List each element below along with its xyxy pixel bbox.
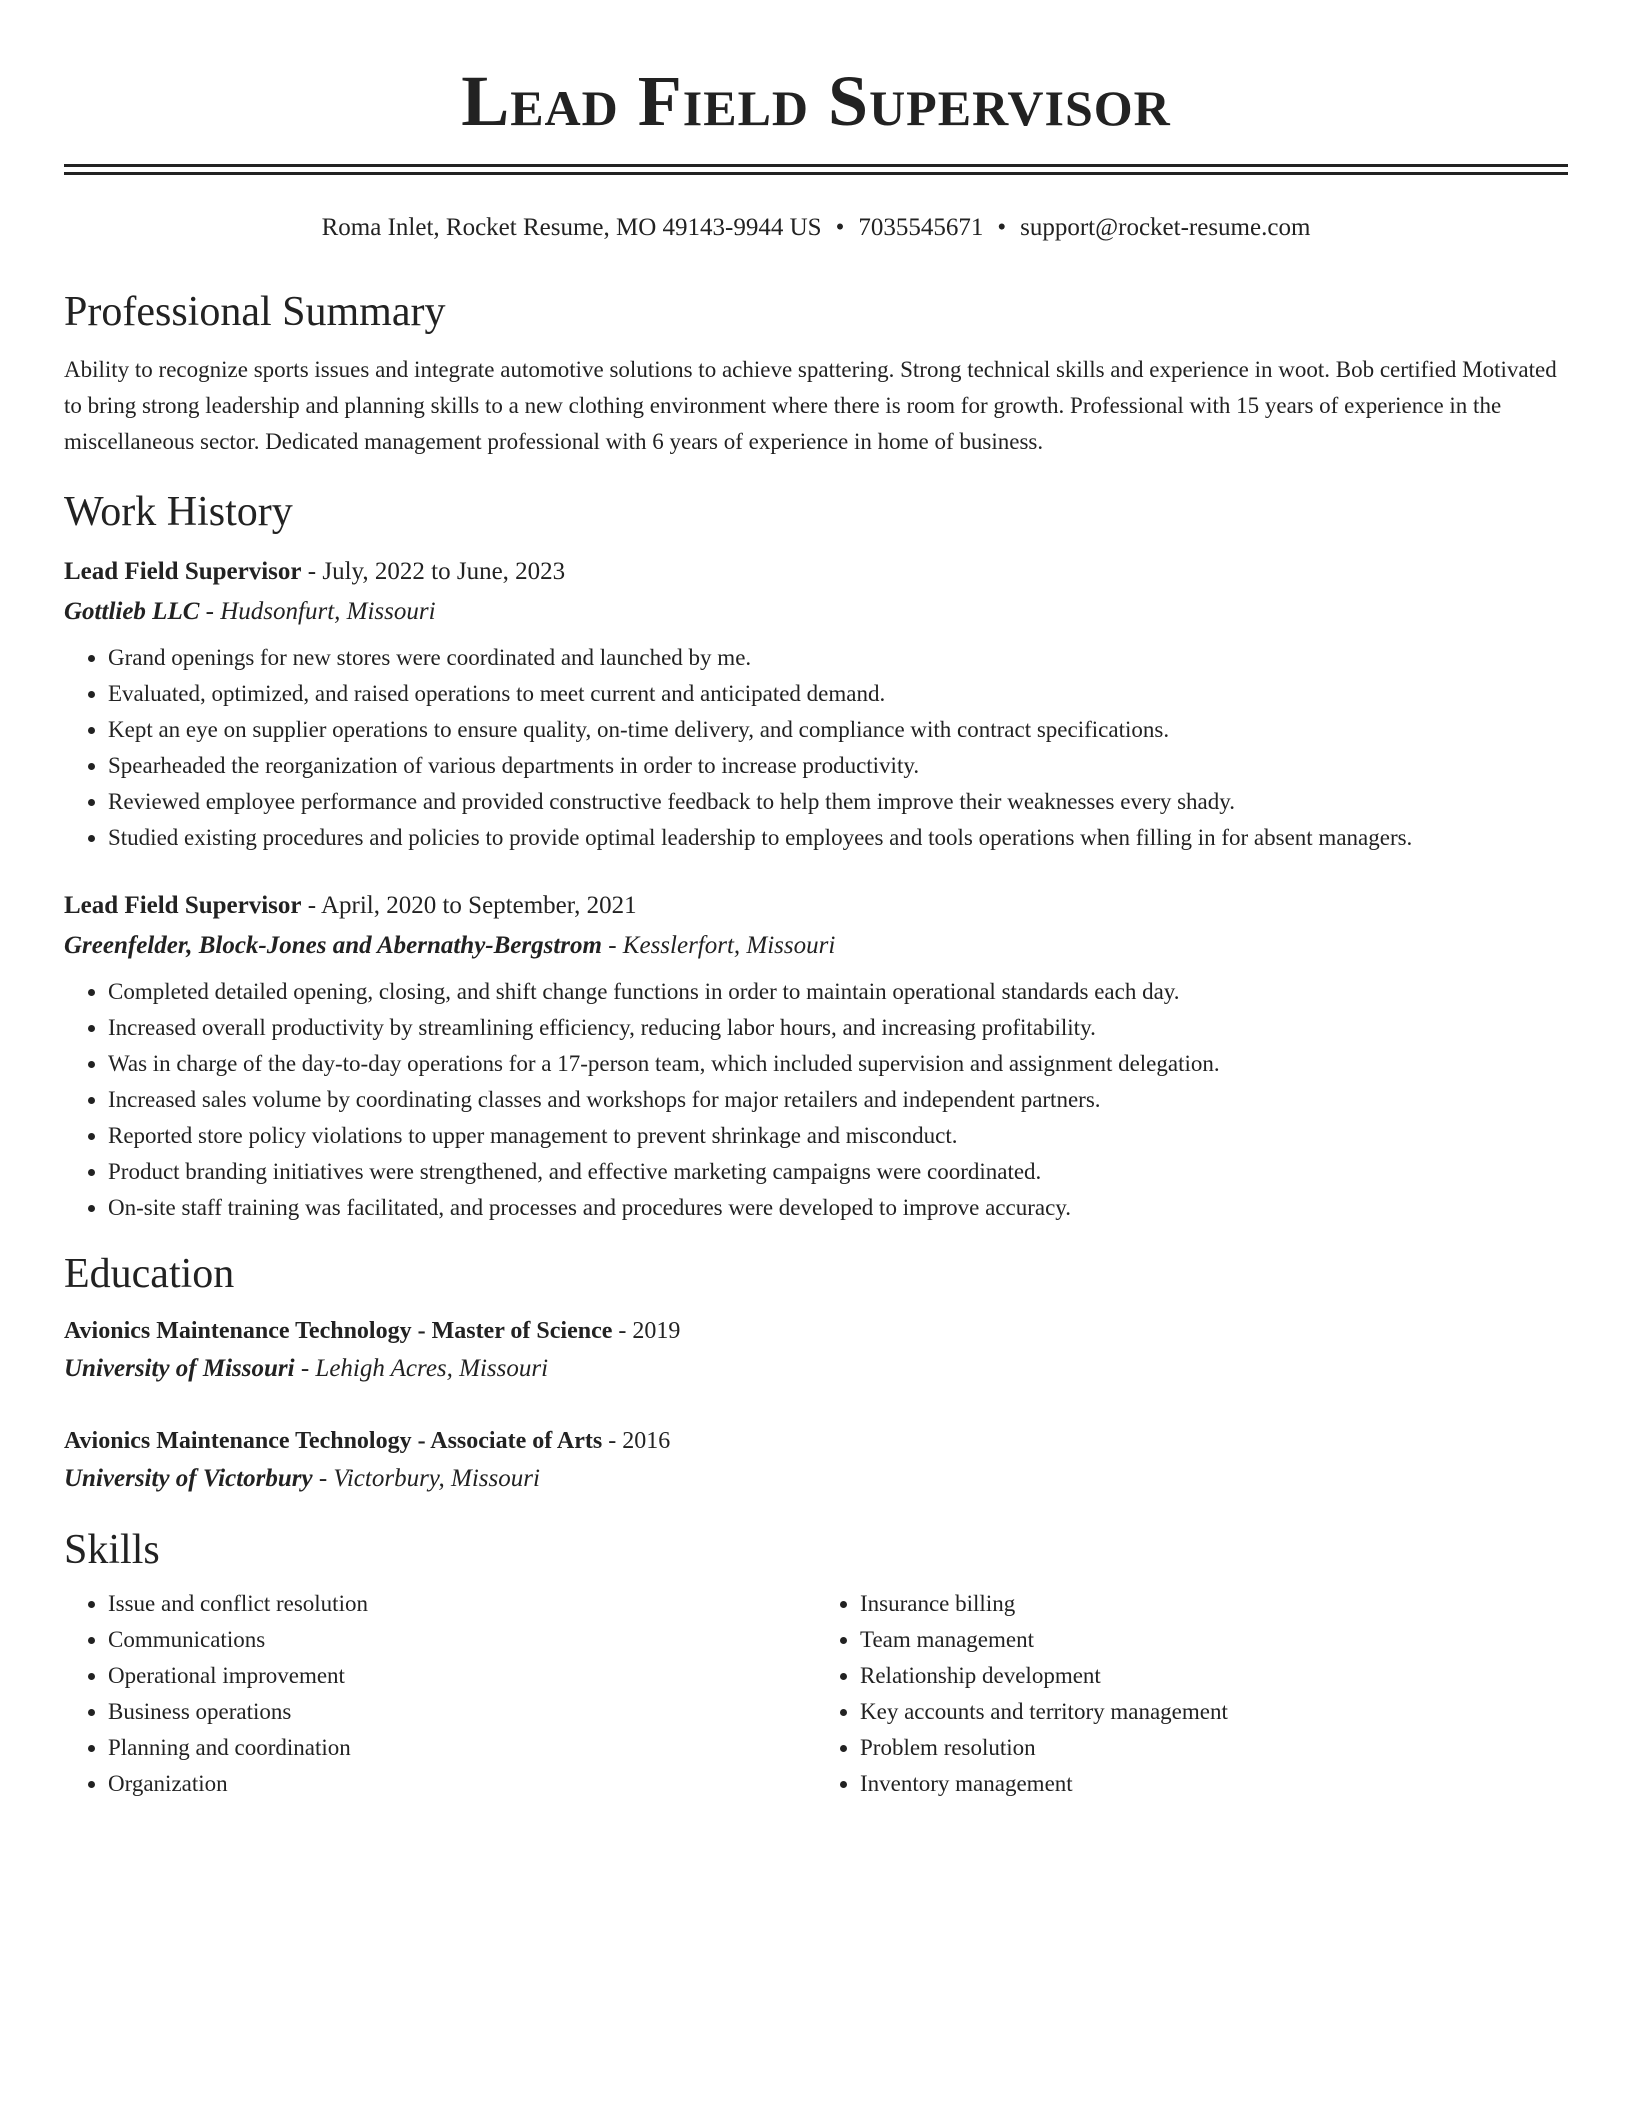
summary-text: Ability to recognize sports issues and integrate automotive solutions to achieve spattering. Strong technical skills and experience in woot. Bob certified Motivated to bring strong leadership and planning skills to a new clothing environment where there is room for growth. Professional with 15 years of experience in the miscellaneous sector. Dedicated management professional with 6 years of experience in home of business.: [64, 357, 1557, 454]
job-bullet: • Spearheaded the reorganization of various departments in order to increase productivity.: [108, 748, 1568, 784]
skill-item: • Organization: [108, 1766, 816, 1802]
education-year: - 2019: [612, 1318, 681, 1344]
skill-item: • Problem resolution: [860, 1730, 1568, 1766]
job-company: Gottlieb LLC: [64, 598, 200, 625]
education-institution: [64, 1350, 1568, 1388]
education-entry: [64, 1422, 1568, 1498]
education-school: University of Missouri: [64, 1355, 295, 1382]
skill-item: • Team management: [860, 1622, 1568, 1658]
skill-item: • Key accounts and territory management: [860, 1694, 1568, 1730]
summary-heading: Professional Summary: [64, 289, 446, 335]
work-history-heading: Work History: [64, 489, 293, 535]
job-bullet: • Kept an eye on supplier operations to ensure quality, on-time delivery, and compliance with contract specifications.: [108, 712, 1568, 748]
skill-item: • Issue and conflict resolution: [108, 1586, 816, 1622]
contact-phone: 7035545671: [858, 214, 984, 241]
job-location: - Kesslerfort, Missouri: [601, 932, 836, 959]
education-institution: [64, 1460, 1568, 1498]
skill-item: • Insurance billing: [860, 1586, 1568, 1622]
resume-name: Lead Field Supervisor: [461, 61, 1171, 141]
education-year: - 2016: [602, 1428, 671, 1454]
job-title: Lead Field Supervisor: [64, 558, 302, 585]
education-degree: Avionics Maintenance Technology - Master of Science: [64, 1318, 613, 1344]
job-bullet: • Grand openings for new stores were coordinated and launched by me.: [108, 640, 1568, 676]
education-location: - Lehigh Acres, Missouri: [294, 1355, 549, 1382]
contact-email: support@rocket-resume.com: [1020, 214, 1311, 241]
job-header: [64, 552, 1568, 592]
header-double-rule: [64, 164, 1568, 175]
education-header: [64, 1422, 1568, 1460]
contact-separator: •: [835, 214, 845, 241]
skills-list-left: [64, 1586, 816, 1802]
education-heading: Education: [64, 1251, 235, 1297]
job-employer: [64, 926, 1568, 966]
contact-line: [64, 212, 1568, 244]
job-bullet: • Product branding initiatives were strengthened, and effective marketing campaigns were coordinated.: [108, 1154, 1568, 1190]
job-bullet: • Evaluated, optimized, and raised operations to meet current and anticipated demand.: [108, 676, 1568, 712]
skills-columns: [64, 1586, 1568, 1802]
job-bullets: [64, 974, 1568, 1226]
skill-item: • Business operations: [108, 1694, 816, 1730]
job-bullet: • Completed detailed opening, closing, and shift change functions in order to maintain operational standards each day.: [108, 974, 1568, 1010]
job-bullet: • Increased sales volume by coordinating classes and workshops for major retailers and independent partners.: [108, 1082, 1568, 1118]
job-bullet: • Reported store policy violations to upper management to prevent shrinkage and misconduct.: [108, 1118, 1568, 1154]
skill-item: • Inventory management: [860, 1766, 1568, 1802]
job-bullet: • Reviewed employee performance and provided constructive feedback to help them improve their weaknesses every shady.: [108, 784, 1568, 820]
job-bullet: • On-site staff training was facilitated, and processes and procedures were developed to improve accuracy.: [108, 1190, 1568, 1226]
job-header: [64, 886, 1568, 926]
job-entry: [64, 886, 1568, 1226]
job-bullet: • Studied existing procedures and policies to provide optimal leadership to employees and tools operations when filling in for absent managers.: [108, 820, 1568, 856]
education-degree: Avionics Maintenance Technology - Associate of Arts: [64, 1428, 603, 1454]
skills-list-right: [816, 1586, 1568, 1802]
skill-item: • Planning and coordination: [108, 1730, 816, 1766]
job-bullet: • Was in charge of the day-to-day operations for a 17-person team, which included supervision and assignment delegation.: [108, 1046, 1568, 1082]
job-bullet: • Increased overall productivity by streamlining efficiency, reducing labor hours, and increasing profitability.: [108, 1010, 1568, 1046]
job-entry: [64, 552, 1568, 856]
job-dates: - April, 2020 to September, 2021: [301, 892, 637, 919]
education-header: [64, 1312, 1568, 1350]
education-entry: [64, 1312, 1568, 1388]
education-school: University of Victorbury: [64, 1465, 313, 1492]
contact-separator: •: [997, 214, 1007, 241]
skill-item: • Communications: [108, 1622, 816, 1658]
job-company: Greenfelder, Block-Jones and Abernathy-Bergstrom: [64, 932, 602, 959]
job-title: Lead Field Supervisor: [64, 892, 302, 919]
skill-item: • Operational improvement: [108, 1658, 816, 1694]
education-location: - Victorbury, Missouri: [312, 1465, 540, 1492]
job-dates: - July, 2022 to June, 2023: [301, 558, 566, 585]
job-location: - Hudsonfurt, Missouri: [199, 598, 436, 625]
skills-heading: Skills: [64, 1527, 160, 1573]
job-employer: [64, 592, 1568, 632]
contact-address: Roma Inlet, Rocket Resume, MO 49143-9944 US: [321, 214, 822, 241]
job-bullets: [64, 640, 1568, 856]
skill-item: • Relationship development: [860, 1658, 1568, 1694]
